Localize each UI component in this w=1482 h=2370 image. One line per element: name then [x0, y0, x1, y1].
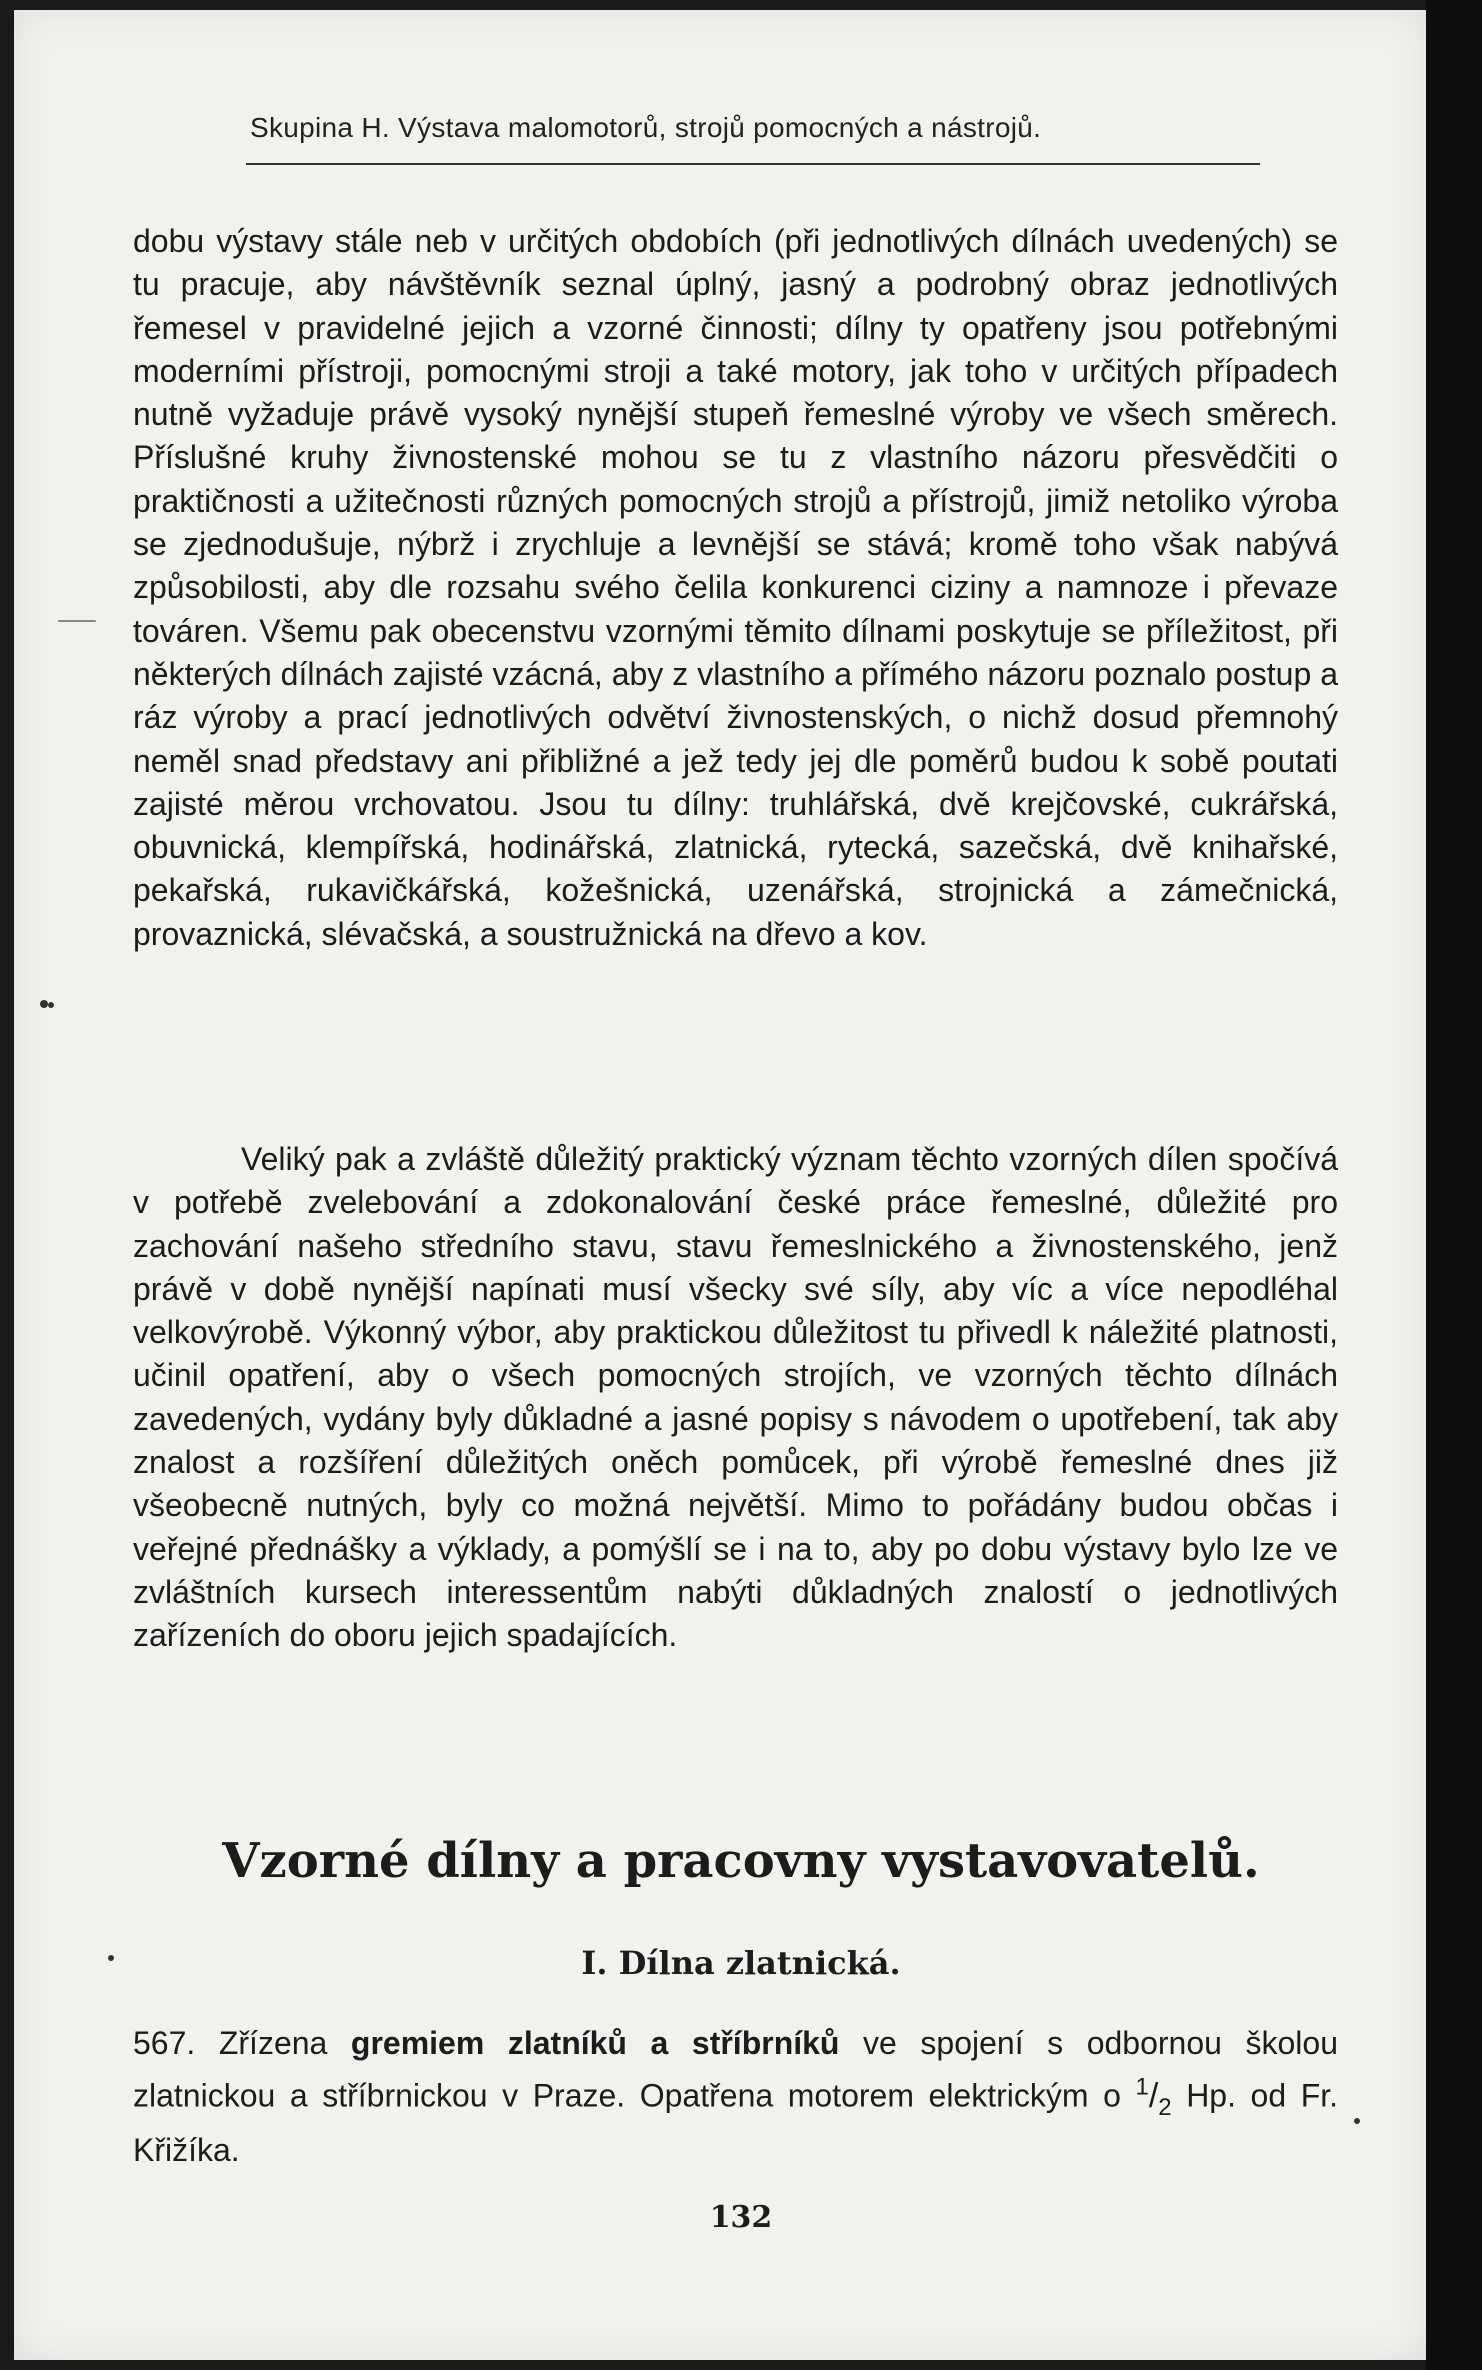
print-speck	[1354, 2118, 1360, 2124]
catalog-entry-567	[133, 2022, 1338, 2172]
page-edge-shadow	[1426, 0, 1482, 2370]
print-speck	[58, 620, 96, 622]
entry-intro: Zřízena	[218, 2025, 328, 2061]
fraction-numerator: 1	[1135, 2073, 1149, 2101]
section-title: Vzorné dílny a pracovny vystavovatelů.	[222, 1833, 1260, 1889]
entry-description-end: Hp. od Fr. Křižíka.	[133, 2077, 1339, 2168]
running-head: Skupina H. Výstava malomotorů, strojů pomocných a nástrojů.	[250, 112, 1042, 143]
entry-exhibitor-name: gremiem zlatníků a stříbrníků	[350, 2025, 840, 2061]
print-speck	[40, 1000, 48, 1008]
header-rule	[246, 163, 1260, 165]
fraction: $^1/_2$	[1135, 2073, 1172, 2121]
fraction-denominator: 2	[1158, 2093, 1172, 2121]
section-subtitle: I. Dílna zlatnická.	[581, 1944, 901, 1982]
entry-number: 567.	[133, 2025, 196, 2061]
body-paragraph-2: Veliký pak a zvláště důležitý praktický význam těchto vzorných dílen spočívá v potřebě zvelebování a zdokonalování české práce řemeslné, důležité pro zachování našeho středního stavu, stavu řemeslnického a živnostenského, jenž právě v době nynější napínati musí všecky své síly, aby víc a více nepodléhal velkovýrobě. Výkonný výbor, aby praktickou důležitost tu přivedl k náležité platnosti, učinil opatření, aby o všech pomocných strojích, ve vzorných těchto dílnách zavedených, vydány byly důkladné a jasné popisy s návodem o upotřebení, tak aby znalost a rozšíření důležitých oněch pomůcek, při výrobě řemeslné dnes již všeobecně nutných, byly co možná největší. Mimo to pořádány budou občas i veřejné přednášky a výklady, a pomýšlí se i na to, aby po dobu výstavy bylo lze ve zvláštních kursech interessentům nabýti důkladných znalostí o jednotlivých zařízeních do oboru jejich spadajících.	[133, 1141, 1338, 1654]
body-paragraph-1: dobu výstavy stále neb v určitých obdobích (při jednotlivých dílnách uvedených) se tu pracuje, aby návštěvník seznal úplný, jasný a podrobný obraz jednotlivých řemesel v pravidelné jejich a vzorné činnosti; dílny ty opatřeny jsou potřebnými moderními přístroji, pomocnými stroji a také motory, jak toho v určitých případech nutně vyžaduje právě vysoký nynější stupeň řemeslné výroby ve všech směrech. Příslušné kruhy živnostenské mohou se tu z vlastního názoru přesvědčiti o praktičnosti a užitečnosti různých pomocných strojů a přístrojů, jimiž netoliko výroba se zjednodušuje, nýbrž i zrychluje a levnější se stává; kromě toho však nabývá způsobilosti, aby dle rozsahu svého čelila konkurenci ciziny a namnoze i převaze továren. Všemu pak obecenstvu vzornými těmito dílnami poskytuje se příležitost, při některých dílnách zajisté vzácná, aby z vlastního a přímého názoru poznalo postup a ráz výroby a prací jednotlivých odvětví živnostenských, o nichž dosud přemnohý neměl snad představy ani přibližné a jež tedy jej dle poměrů budou k sobě poutati zajisté měrou vrchovatou. Jsou tu dílny: truhlářská, dvě krejčovské, cukrářská, obuvnická, klempířská, hodinářská, zlatnická, rytecká, sazečská, dvě knihařské, pekařská, rukavičkářská, kožešnická, uzenářská, strojnická a zámečnická, provaznická, slévačská, a soustružnická na dřevo a kov.	[133, 223, 1338, 952]
page-number: 132	[709, 2200, 773, 2235]
entry-description: ve spojení s odbornou školou zlatnickou a stříbrnickou v Praze. Opatřena motorem elektrickým o	[133, 2025, 1338, 2114]
print-speck	[48, 1002, 54, 1008]
